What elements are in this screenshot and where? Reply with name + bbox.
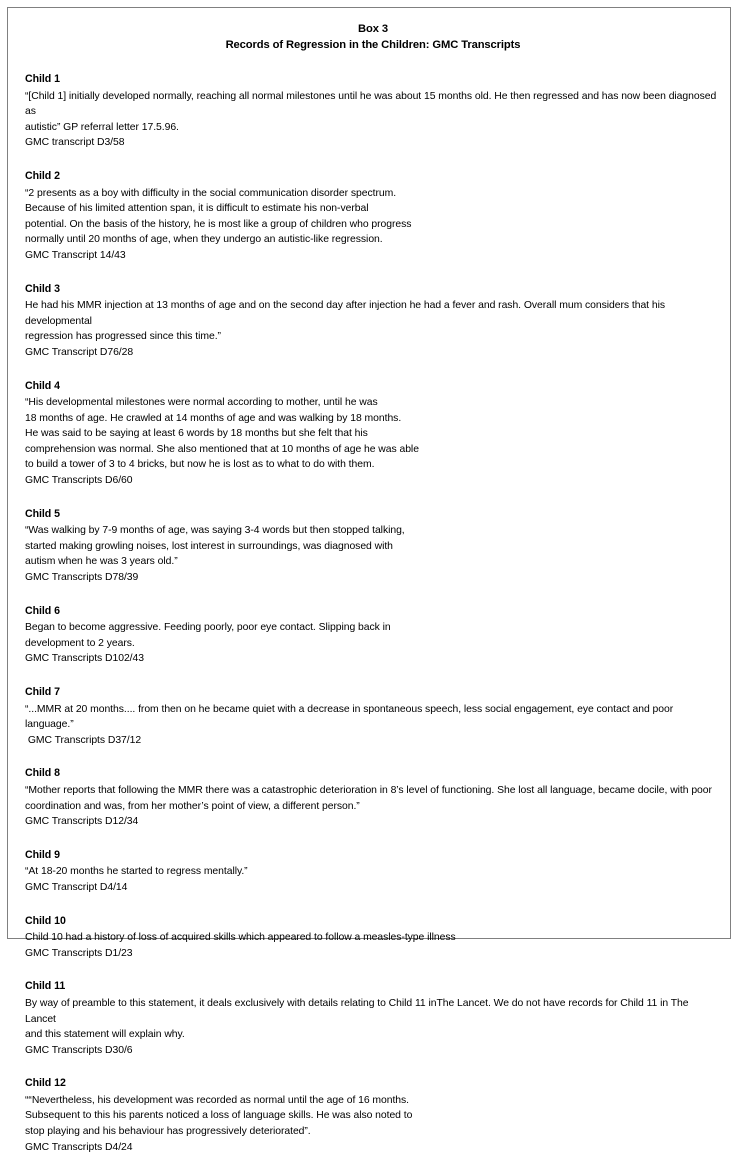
entry-source-citation: GMC transcript D3/58 bbox=[25, 137, 125, 149]
entry-quote-text bbox=[25, 298, 721, 360]
entry-source-citation: GMC Transcripts D6/60 bbox=[25, 475, 133, 487]
entry-child-label: Child 5 bbox=[25, 507, 60, 520]
entry-quote-line: He was said to be saying at least 6 words by 18 months but she felt that his bbox=[25, 428, 368, 440]
entry-quote-line: “2 presents as a boy with difficulty in the social communication disorder spectrum. bbox=[25, 187, 397, 199]
entry-child-label: Child 9 bbox=[25, 848, 60, 861]
entry-source-citation: GMC Transcripts D37/12 bbox=[25, 734, 142, 746]
transcript-entry bbox=[25, 766, 721, 829]
entry-quote-line: potential. On the basis of the history, he is most like a group of children who progress bbox=[25, 218, 412, 230]
entry-child-label: Child 12 bbox=[25, 1077, 66, 1090]
entry-quote-line: Child 10 had a history of loss of acquired skills which appeared to follow a measles-type illness bbox=[25, 932, 456, 944]
entry-quote-line: “Mother reports that following the MMR there was a catastrophic deterioration in 8’s level of functioning. She lost all language, became docile, with poor bbox=[25, 784, 712, 796]
entry-quote-text bbox=[25, 523, 721, 585]
entry-source-citation: GMC Transcripts D12/34 bbox=[25, 816, 139, 828]
entry-quote-text bbox=[25, 996, 721, 1058]
entry-quote-line: development to 2 years. bbox=[25, 637, 135, 649]
entry-quote-line: and this statement will explain why. bbox=[25, 1029, 185, 1041]
entry-source-citation: GMC Transcripts D30/6 bbox=[25, 1044, 133, 1056]
entry-quote-text bbox=[25, 1093, 721, 1155]
entry-quote-line: “[Child 1] initially developed normally, reaching all normal milestones until he was about 15 months old. He then regressed and has now been diagnosed as bbox=[25, 90, 720, 118]
entry-quote-line: autism when he was 3 years old.” bbox=[25, 556, 178, 568]
entry-quote-text bbox=[25, 395, 721, 489]
entry-quote-line: regression has progressed since this time.” bbox=[25, 331, 221, 343]
entry-quote-line: “Was walking by 7-9 months of age, was saying 3-4 words but then stopped talking, bbox=[25, 525, 405, 537]
entry-source-citation: GMC Transcripts D102/43 bbox=[25, 653, 144, 665]
entry-quote-line: normally until 20 months of age, when they undergo an autistic-like regression. bbox=[25, 234, 383, 246]
entry-quote-line: ““Nevertheless, his development was recorded as normal until the age of 16 months. bbox=[25, 1094, 410, 1106]
entry-child-label: Child 1 bbox=[25, 73, 60, 85]
box-title: Box 3 bbox=[358, 23, 388, 35]
entry-child-label: Child 6 bbox=[25, 604, 60, 617]
transcript-entry bbox=[25, 169, 721, 264]
transcript-entry bbox=[25, 72, 721, 151]
entry-child-label: Child 11 bbox=[25, 980, 66, 993]
entry-quote-text bbox=[25, 864, 721, 895]
entry-quote-text bbox=[25, 620, 721, 667]
entry-source-citation: GMC Transcripts D1/23 bbox=[25, 947, 133, 959]
entry-child-label: Child 3 bbox=[25, 282, 60, 295]
transcript-entry bbox=[25, 1076, 721, 1155]
entry-quote-line: to build a tower of 3 to 4 bricks, but now he is lost as to what to do with them. bbox=[25, 459, 375, 471]
entry-source-citation: GMC Transcript 14/43 bbox=[25, 249, 126, 261]
entry-child-label: Child 7 bbox=[25, 686, 60, 698]
transcript-entry bbox=[25, 604, 721, 667]
transcript-entry bbox=[25, 685, 721, 748]
entry-quote-line: Subsequent to this his parents noticed a loss of language skills. He was also noted to bbox=[25, 1110, 413, 1122]
entry-quote-text bbox=[25, 702, 721, 749]
entry-quote-line: By way of preamble to this statement, it deals exclusively with details relating to Child 11 inThe Lancet. We do not have records for Child 11 in The Lancet bbox=[25, 997, 692, 1025]
entry-child-label: Child 8 bbox=[25, 767, 60, 780]
entry-child-label: Child 4 bbox=[25, 379, 60, 392]
transcript-entry bbox=[25, 379, 721, 489]
transcript-entry bbox=[25, 282, 721, 361]
entry-quote-text bbox=[25, 930, 721, 961]
entry-quote-line: Because of his limited attention span, it is difficult to estimate his non-verbal bbox=[25, 203, 369, 215]
entry-child-label: Child 10 bbox=[25, 914, 66, 927]
entry-quote-text bbox=[25, 783, 721, 830]
entry-quote-line: He had his MMR injection at 13 months of age and on the second day after injection he had a fever and rash. Overall mum considers that his developmental bbox=[25, 300, 668, 327]
entry-quote-line: “At 18-20 months he started to regress mentally.” bbox=[25, 866, 248, 878]
entry-source-citation: GMC Transcripts D78/39 bbox=[25, 572, 139, 584]
entry-source-citation: GMC Transcript D4/14 bbox=[25, 881, 128, 893]
transcript-entry-list bbox=[25, 72, 721, 1155]
entry-quote-line: started making growling noises, lost interest in surroundings, was diagnosed with bbox=[25, 540, 393, 552]
box-heading bbox=[25, 22, 721, 53]
box-subtitle: Records of Regression in the Children: GMC Transcripts bbox=[225, 38, 521, 51]
entry-quote-text bbox=[25, 186, 721, 264]
entry-quote-line: coordination and was, from her mother’s point of view, a different person.” bbox=[25, 800, 360, 812]
entry-child-label: Child 2 bbox=[25, 169, 60, 182]
entry-quote-text bbox=[25, 89, 721, 151]
entry-quote-line: “...MMR at 20 months.... from then on he became quiet with a decrease in spontaneous speech, less social engagement, eye contact and poor language.” bbox=[25, 703, 676, 731]
transcript-entry bbox=[25, 979, 721, 1058]
entry-source-citation: GMC Transcript D76/28 bbox=[25, 346, 134, 358]
entry-quote-line: stop playing and his behaviour has progressively deteriorated”. bbox=[25, 1126, 311, 1138]
entry-quote-line: autistic” GP referral letter 17.5.96. bbox=[25, 121, 179, 133]
transcript-entry bbox=[25, 914, 721, 962]
transcript-entry bbox=[25, 507, 721, 586]
entry-quote-line: comprehension was normal. She also mentioned that at 10 months of age he was able bbox=[25, 443, 419, 455]
entry-source-citation: GMC Transcripts D4/24 bbox=[25, 1141, 133, 1153]
entry-quote-line: Began to become aggressive. Feeding poorly, poor eye contact. Slipping back in bbox=[25, 622, 391, 634]
box-frame bbox=[7, 7, 731, 1153]
entry-quote-line: 18 months of age. He crawled at 14 months of age and was walking by 18 months. bbox=[25, 412, 402, 424]
box-content bbox=[25, 22, 721, 1155]
transcript-entry bbox=[25, 848, 721, 896]
entry-quote-line: “His developmental milestones were normal according to mother, until he was bbox=[25, 397, 378, 409]
